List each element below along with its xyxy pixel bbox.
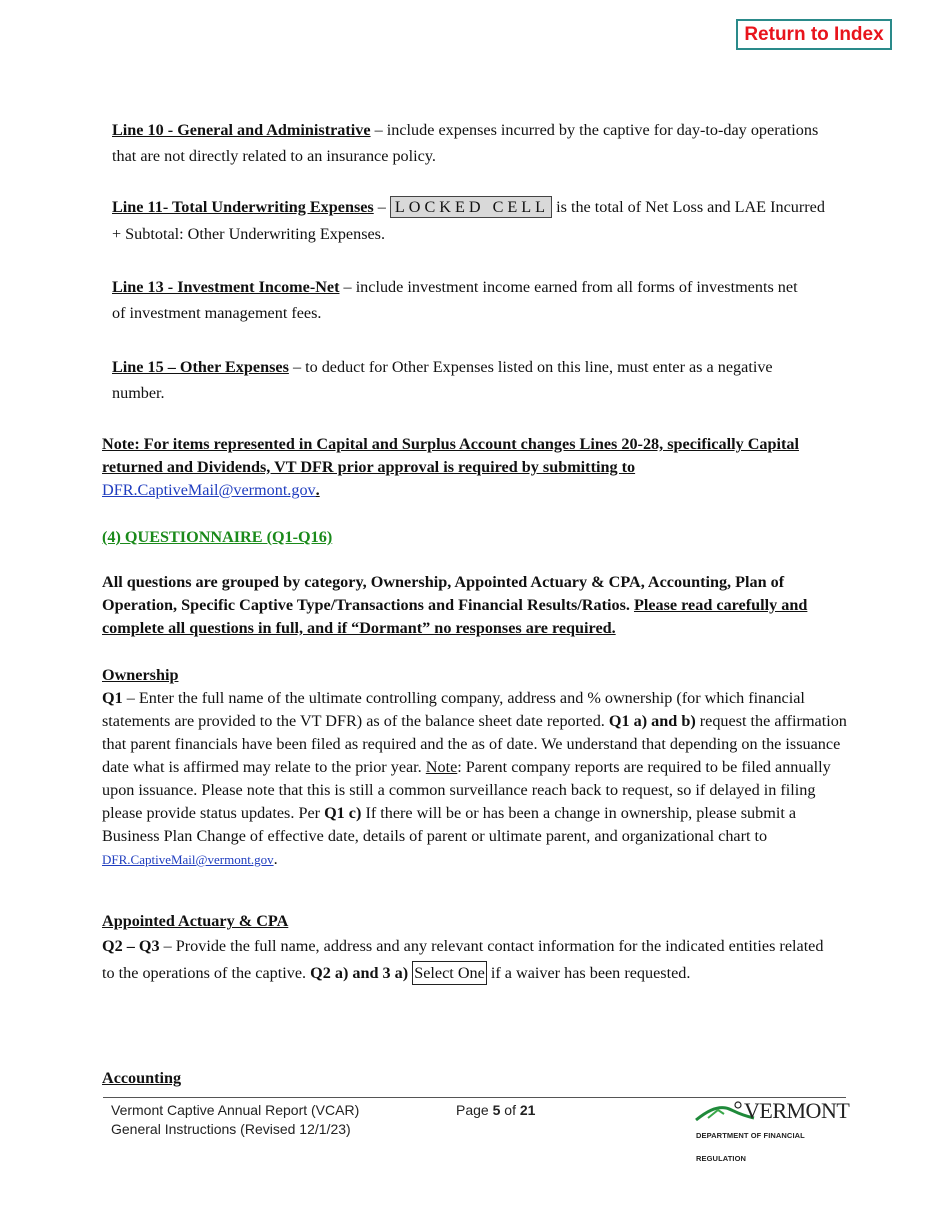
q1c-label: Q1 c) <box>324 804 362 822</box>
ownership-text-4: If there will be or has been a change in ownership, please submit a Business Plan Change of effective date, details of parent or ultimate parent, and organizational chart to <box>102 804 797 845</box>
ownership-heading: Ownership <box>102 666 179 684</box>
locked-cell-badge: LOCKED CELL <box>390 196 552 218</box>
line-11-text: is the total of Net Loss and LAE Incurred + Subtotal: Other Underwriting Expenses. <box>112 198 825 243</box>
approval-note <box>102 433 837 502</box>
line-15-text: – to deduct for Other Expenses listed on this line, must enter as a negative number. <box>112 358 773 402</box>
questionnaire-intro <box>102 571 847 640</box>
ownership-note-label: Note <box>425 758 458 776</box>
line-10-label: Line 10 - General and Administrative <box>112 121 371 139</box>
actuary-text-1: – Provide the full name, address and any relevant contact information for the indicated entities related to the operations of the captive. <box>102 937 824 982</box>
q1ab-label: Q1 a) and b) <box>608 712 696 730</box>
ownership-text-3: : Parent company reports are required to be filed annually upon issuance. Please note that this is still a common surveillance reach back to request, so if delayed in filing please provide status updates. Per <box>102 758 831 822</box>
page-current: 5 <box>492 1102 501 1118</box>
line-15-paragraph <box>112 354 812 406</box>
accounting-heading: Accounting <box>102 1069 182 1087</box>
line-10-text: – include expenses incurred by the captive for day-to-day operations that are not directly related to an insurance policy. <box>112 121 819 165</box>
line-11-paragraph <box>112 194 832 248</box>
ownership-text-2: request the affirmation that parent financials have been filed as required and the as of date. We understand that depending on the issuance date what is affirmed may relate to the prior year. <box>102 712 847 776</box>
questionnaire-heading: (4) QUESTIONNAIRE (Q1-Q16) <box>102 528 333 546</box>
return-to-index-button[interactable]: Return to Index <box>736 19 892 50</box>
intro-underlined: Please read carefully and complete all questions in full, and if “Dormant” no responses are required. <box>102 596 808 637</box>
footer-page-number <box>456 1100 535 1120</box>
line-10-paragraph <box>112 117 822 169</box>
ownership-text-1: – Enter the full name of the ultimate controlling company, address and % ownership (for which financial statements are provided to the VT DFR) as of the balance sheet date reported. <box>102 689 805 730</box>
intro-text: All questions are grouped by category, Ownership, Appointed Actuary & CPA, Accounting, Plan of Operation, Specific Captive Type/Transactions and Financial Results/Ratios. <box>102 573 785 614</box>
logo-department-text: DEPARTMENT OF FINANCIAL REGULATION <box>696 1131 805 1163</box>
q1-label: Q1 <box>102 689 123 707</box>
ownership-paragraph <box>102 687 854 871</box>
ownership-email-link[interactable]: DFR.CaptiveMail@vermont.gov <box>102 852 274 867</box>
page-of: of <box>500 1102 520 1118</box>
line-11-label: Line 11- Total Underwriting Expenses <box>112 198 374 216</box>
select-one-dropdown[interactable]: Select One <box>412 961 487 985</box>
q2a-3a-label: Q2 a) and 3 a) <box>310 964 409 982</box>
line-15-label: Line 15 – Other Expenses <box>112 358 289 376</box>
note-email-link[interactable]: DFR.CaptiveMail@vermont.gov <box>102 481 316 499</box>
footer-revised: General Instructions (Revised 12/1/23) <box>111 1121 351 1137</box>
actuary-text-2: if a waiver has been requested. <box>486 964 691 982</box>
line-13-label: Line 13 - Investment Income-Net <box>112 278 340 296</box>
footer-report-title: Vermont Captive Annual Report (VCAR) <box>111 1102 360 1118</box>
actuary-paragraph <box>102 933 832 987</box>
note-end: . <box>315 481 320 499</box>
q2-q3-label: Q2 – Q3 <box>102 937 160 955</box>
page-total: 21 <box>519 1102 536 1118</box>
line-11-dash: – <box>373 198 390 216</box>
line-13-paragraph <box>112 274 802 326</box>
line-13-text: – include investment income earned from all forms of investments net of investment management fees. <box>112 278 798 322</box>
page-prefix: Page <box>456 1102 493 1118</box>
vermont-dfr-logo <box>694 1098 850 1163</box>
actuary-heading: Appointed Actuary & CPA <box>102 912 289 930</box>
approval-note-text: Note: For items represented in Capital and Surplus Account changes Lines 20-28, specifically Capital returned and Dividends, VT DFR prior approval is required by submitting to <box>102 435 799 476</box>
logo-vermont-word: VERMONT <box>744 1098 850 1123</box>
ownership-end: . <box>273 850 278 868</box>
